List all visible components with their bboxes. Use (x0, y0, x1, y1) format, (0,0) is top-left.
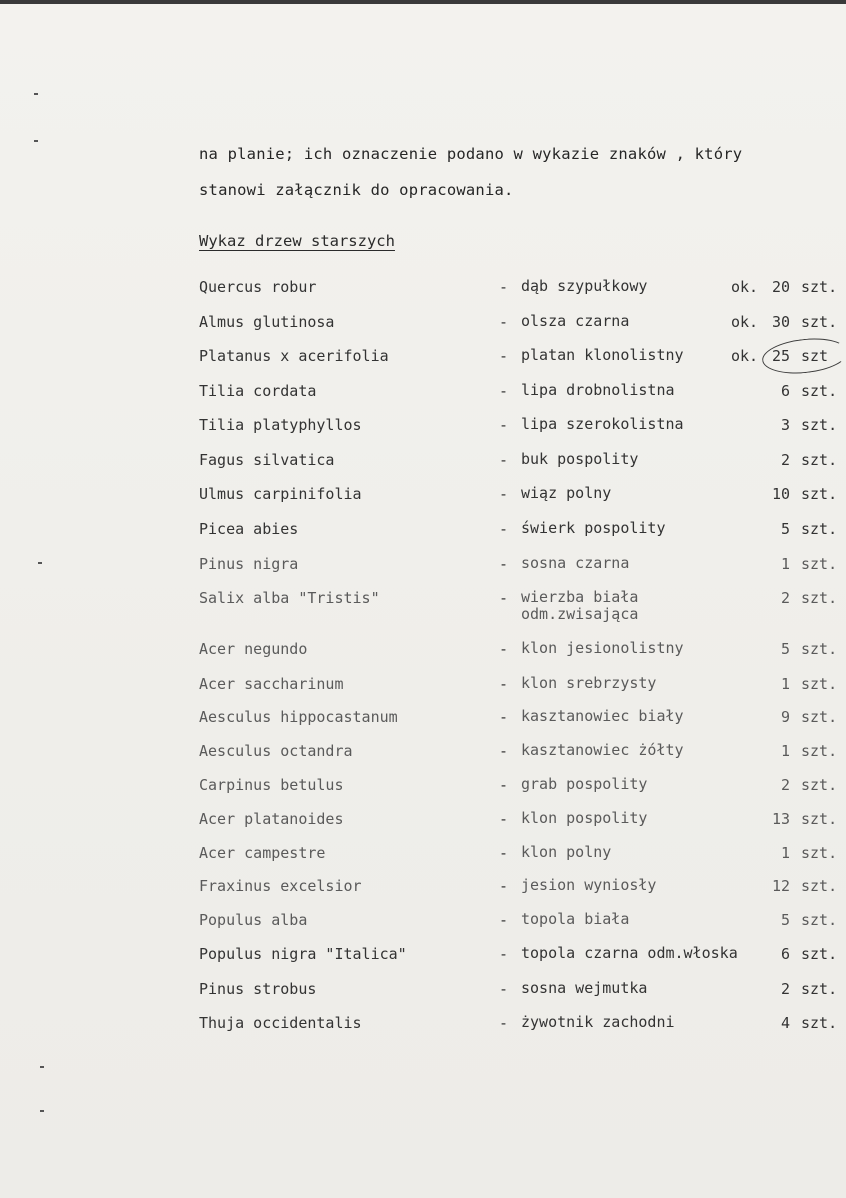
tree-row (0, 451, 846, 481)
tree-polish-name (521, 382, 675, 399)
tree-count: 2 (780, 980, 790, 998)
tree-polish-name-line: platan klonolistny (521, 346, 684, 364)
tree-polish-name (521, 520, 666, 537)
tree-polish-name (521, 416, 684, 433)
dash-separator: - (499, 742, 509, 760)
section-heading: Wykaz drzew starszych (199, 232, 395, 250)
count-unit: szt. (801, 708, 838, 726)
tree-latin-name: Acer saccharinum (199, 675, 344, 693)
tree-row (0, 945, 846, 975)
tree-polish-name-line: klon pospolity (521, 809, 648, 827)
tree-polish-name-line: jesion wyniosły (521, 876, 657, 894)
tree-polish-name-line: topola czarna odm.włoska (521, 944, 738, 962)
tree-row (0, 588, 846, 623)
count-unit: szt. (801, 416, 838, 434)
tree-latin-name: Almus glutinosa (199, 313, 335, 331)
tree-polish-name-line: świerk pospolity (521, 519, 666, 537)
tree-count: 10 (771, 485, 790, 503)
tree-count: 2 (780, 451, 790, 469)
count-unit: szt. (801, 520, 838, 538)
tree-polish-name-line: olsza czarna (521, 312, 630, 330)
dash-separator: - (499, 810, 509, 828)
count-unit: szt. (801, 675, 838, 693)
dash-separator: - (499, 911, 509, 929)
tree-count: 5 (780, 640, 790, 658)
tree-polish-name-line: kasztanowiec żółty (521, 741, 684, 759)
count-unit: szt. (801, 945, 838, 963)
count-unit: szt. (801, 640, 838, 658)
tree-latin-name: Acer negundo (199, 640, 308, 658)
tree-polish-name (521, 708, 684, 725)
tree-row (0, 708, 846, 738)
tree-polish-name (521, 980, 647, 997)
tree-polish-name-line: wierzba biała (521, 588, 639, 606)
count-unit: szt. (801, 810, 838, 828)
dash-separator: - (499, 416, 509, 434)
tree-latin-name: Populus alba (199, 911, 308, 929)
tree-polish-name-line: sosna czarna (521, 554, 630, 572)
tree-count: 9 (780, 708, 790, 726)
tree-polish-name-line: dąb szypułkowy (521, 277, 648, 295)
dash-separator: - (499, 313, 509, 331)
tree-count: 4 (780, 1014, 790, 1032)
tree-polish-name-line: lipa szerokolistna (521, 415, 684, 433)
tree-polish-name (521, 278, 647, 295)
tree-polish-name (521, 451, 638, 468)
tree-row (0, 555, 846, 585)
tree-polish-name-line: kasztanowiec biały (521, 707, 684, 725)
margin-mark (40, 1110, 44, 1112)
tree-polish-name (521, 347, 684, 364)
tree-polish-name (521, 313, 629, 330)
count-unit: szt. (801, 1014, 838, 1032)
count-unit: szt. (801, 877, 838, 895)
tree-latin-name: Aesculus octandra (199, 742, 353, 760)
tree-polish-name (521, 844, 611, 861)
count-unit: szt. (801, 278, 838, 296)
tree-polish-name (521, 555, 629, 572)
tree-count: 13 (771, 810, 790, 828)
dash-separator: - (499, 555, 509, 573)
tree-latin-name: Salix alba "Tristis" (199, 589, 380, 607)
tree-count: 1 (780, 555, 790, 573)
tree-row (0, 810, 846, 840)
approx-label: ok. (731, 347, 759, 365)
tree-row (0, 313, 846, 343)
tree-polish-name (521, 1014, 675, 1031)
dash-separator: - (499, 382, 509, 400)
tree-row (0, 911, 846, 941)
tree-polish-name (521, 589, 638, 623)
tree-polish-name (521, 640, 684, 657)
count-unit: szt. (801, 742, 838, 760)
tree-count: 20 (771, 278, 790, 296)
intro-line-2: stanowi załącznik do opracowania. (199, 181, 514, 199)
tree-latin-name: Acer platanoides (199, 810, 344, 828)
tree-polish-name (521, 911, 629, 928)
tree-latin-name: Acer campestre (199, 844, 326, 862)
tree-count: 2 (780, 776, 790, 794)
count-unit: szt. (801, 589, 838, 607)
count-unit: szt. (801, 911, 838, 929)
tree-row (0, 980, 846, 1010)
count-unit: szt. (801, 313, 838, 331)
tree-latin-name: Platanus x acerifolia (199, 347, 389, 365)
tree-polish-name (521, 810, 647, 827)
tree-polish-name-line: sosna wejmutka (521, 979, 648, 997)
tree-polish-name-line: grab pospolity (521, 775, 648, 793)
tree-count: 5 (780, 911, 790, 929)
tree-polish-name (521, 742, 684, 759)
tree-polish-name-line: wiąz polny (521, 484, 612, 502)
tree-count: 30 (771, 313, 790, 331)
tree-latin-name: Thuja occidentalis (199, 1014, 362, 1032)
dash-separator: - (499, 980, 509, 998)
tree-polish-name-line: buk pospolity (521, 450, 639, 468)
count-unit: szt. (801, 555, 838, 573)
dash-separator: - (499, 347, 509, 365)
margin-mark (34, 140, 38, 142)
tree-row (0, 877, 846, 907)
dash-separator: - (499, 844, 509, 862)
tree-count: 2 (780, 589, 790, 607)
tree-polish-name (521, 675, 656, 692)
dash-separator: - (499, 451, 509, 469)
dash-separator: - (499, 675, 509, 693)
tree-count: 12 (771, 877, 790, 895)
tree-row (0, 776, 846, 806)
tree-row (0, 382, 846, 412)
tree-row (0, 1014, 846, 1044)
tree-row (0, 485, 846, 515)
dash-separator: - (499, 485, 509, 503)
tree-count: 6 (780, 382, 790, 400)
count-unit: szt. (801, 382, 838, 400)
tree-latin-name: Ulmus carpinifolia (199, 485, 362, 503)
count-unit: szt. (801, 451, 838, 469)
tree-polish-name-line: klon srebrzysty (521, 674, 657, 692)
tree-latin-name: Quercus robur (199, 278, 317, 296)
tree-polish-name (521, 877, 656, 894)
tree-count: 25 (771, 347, 790, 365)
dash-separator: - (499, 877, 509, 895)
dash-separator: - (499, 520, 509, 538)
tree-polish-name-line: żywotnik zachodni (521, 1013, 675, 1031)
count-unit: szt. (801, 776, 838, 794)
tree-polish-name-line: klon jesionolistny (521, 639, 684, 657)
tree-polish-name (521, 776, 647, 793)
tree-row (0, 416, 846, 446)
tree-latin-name: Tilia cordata (199, 382, 317, 400)
approx-label: ok. (731, 313, 759, 331)
margin-mark (34, 93, 38, 95)
tree-latin-name: Aesculus hippocastanum (199, 708, 398, 726)
dash-separator: - (499, 589, 509, 607)
tree-count: 1 (780, 675, 790, 693)
tree-polish-name (521, 945, 738, 962)
tree-latin-name: Populus nigra "Italica" (199, 945, 407, 963)
tree-count: 1 (780, 742, 790, 760)
tree-polish-name (521, 485, 611, 502)
tree-row (0, 742, 846, 772)
tree-row (0, 520, 846, 550)
tree-polish-name-line-2: odm.zwisająca (521, 605, 639, 623)
approx-label: ok. (731, 278, 759, 296)
tree-latin-name: Tilia platyphyllos (199, 416, 362, 434)
tree-latin-name: Fraxinus excelsior (199, 877, 362, 895)
tree-row (0, 278, 846, 308)
dash-separator: - (499, 1014, 509, 1032)
dash-separator: - (499, 278, 509, 296)
dash-separator: - (499, 640, 509, 658)
dash-separator: - (499, 945, 509, 963)
tree-latin-name: Pinus strobus (199, 980, 317, 998)
count-unit: szt. (801, 844, 838, 862)
count-unit: szt. (801, 485, 838, 503)
tree-row (0, 675, 846, 705)
tree-polish-name-line: topola biała (521, 910, 630, 928)
tree-polish-name-line: lipa drobnolistna (521, 381, 675, 399)
dash-separator: - (499, 708, 509, 726)
tree-count: 1 (780, 844, 790, 862)
count-unit: szt. (801, 980, 838, 998)
intro-line-1: na planie; ich oznaczenie podano w wykazie znaków , który (199, 145, 743, 163)
tree-count: 6 (780, 945, 790, 963)
tree-row (0, 844, 846, 874)
margin-mark (40, 1066, 44, 1068)
page-top-edge (0, 0, 846, 4)
tree-count: 5 (780, 520, 790, 538)
tree-latin-name: Fagus silvatica (199, 451, 335, 469)
dash-separator: - (499, 776, 509, 794)
count-unit: szt (801, 347, 829, 365)
tree-latin-name: Carpinus betulus (199, 776, 344, 794)
tree-row (0, 347, 846, 377)
tree-latin-name: Pinus nigra (199, 555, 299, 573)
tree-row (0, 640, 846, 670)
tree-count: 3 (780, 416, 790, 434)
tree-latin-name: Picea abies (199, 520, 299, 538)
tree-polish-name-line: klon polny (521, 843, 612, 861)
